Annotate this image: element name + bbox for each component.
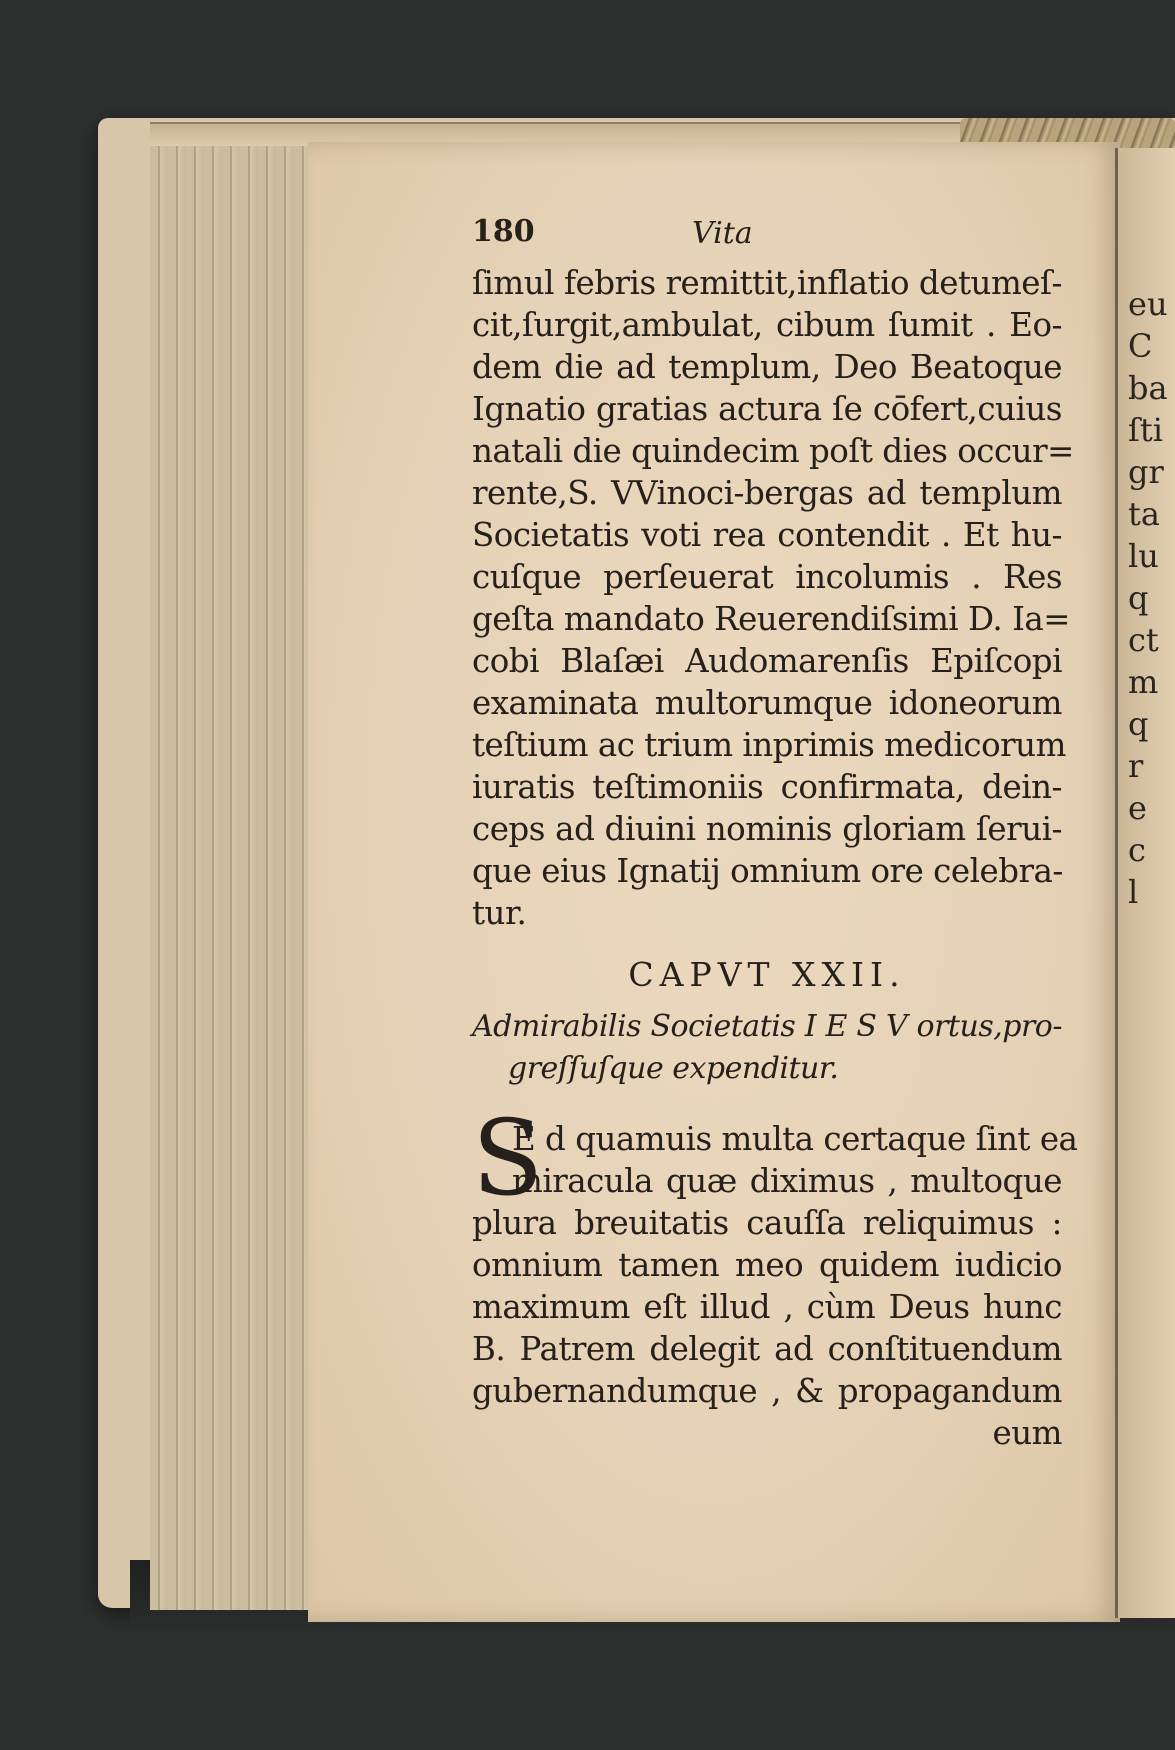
facing-page-fragment: ſti [1128,411,1163,449]
text-line: que eius Ignatij omnium ore celebra- [472,852,1063,890]
facing-page-fragment: ct [1128,621,1159,659]
text-line: Ignatio gratias actura ſe cōfert,cuius [472,390,1062,428]
facing-page-fragment: gr [1128,453,1164,491]
facing-page-fragment: ba [1128,369,1168,407]
page-fore-edge [150,140,312,1610]
text-line: omnium tamen meo quidem iudicio [472,1246,1062,1284]
text-line: ceps ad diuini nominis gloriam ſerui- [472,810,1062,848]
text-line: geſta mandato Reuerendiſsimi D. Ia= [472,600,1071,638]
facing-page-fragment: m [1128,663,1159,701]
paragraph-1 [472,262,1074,934]
facing-page-fragment: q [1128,579,1149,617]
chapter-title: CAPVT XXII. [628,955,906,994]
text-line: examinata multorumque idoneorum [472,684,1062,722]
text-line: tur. [472,894,527,932]
text-line: miracula quæ diximus , multoque [512,1162,1062,1200]
text-line: Societatis voti rea contendit . Et hu- [472,516,1062,554]
facing-page-fragment: e [1128,789,1147,827]
text-line: plura breuitatis cauſſa reliquimus : [472,1204,1062,1242]
running-head [472,214,1062,262]
page-text-block [472,214,1078,1454]
text-line: B. Patrem delegit ad conſtituendum [472,1330,1062,1368]
facing-page-fragment: lu [1128,537,1159,575]
facing-page-fragment: r [1128,747,1144,785]
running-title: Vita [692,216,753,251]
summary-line: Admirabilis Societatis I E S V ortus,pro- [472,1009,1062,1044]
drop-cap: S [472,1097,544,1219]
summary-line: greſſuſque expenditur. [508,1051,839,1086]
text-line: cit,ſurgit,ambulat, cibum ſumit . Eo- [472,306,1062,344]
text-line: maximum eſt illud , cùm Deus hunc [472,1288,1062,1326]
text-line: rente,S. VVinoci-bergas ad templum [472,474,1062,512]
paragraph-2 [472,1097,1078,1454]
facing-page-fragment: l [1128,873,1139,911]
text-line: cuſque perſeuerat incolumis . Res [472,558,1062,596]
text-line: dem die ad templum, Deo Beatoque [472,348,1062,386]
text-line: cobi Blaſæi Audomarenſis Epiſcopi [472,642,1062,680]
facing-page-fragment: ta [1128,495,1160,533]
facing-page-fragment: c [1128,831,1146,869]
facing-page-edge [1115,148,1175,1618]
text-line: teſtium ac trium inprimis medicorum [472,726,1066,764]
facing-page-fragment: q [1128,705,1149,743]
text-line: ſimul febris remittit,inflatio detumeſ- [472,264,1062,302]
text-line: gubernandumque , & propagandum [472,1372,1062,1410]
text-line: natali die quindecim poſt dies occur= [472,432,1074,470]
text-line: E d quamuis multa certaque ſint ea [512,1120,1078,1158]
chapter-summary [472,1006,1062,1090]
catchword: eum [992,1414,1062,1452]
facing-page-fragment: eu [1128,285,1168,323]
page-number: 180 [472,214,535,249]
facing-page-fragment: C [1128,327,1153,365]
text-line: iuratis teſtimoniis confirmata, dein- [472,768,1062,806]
